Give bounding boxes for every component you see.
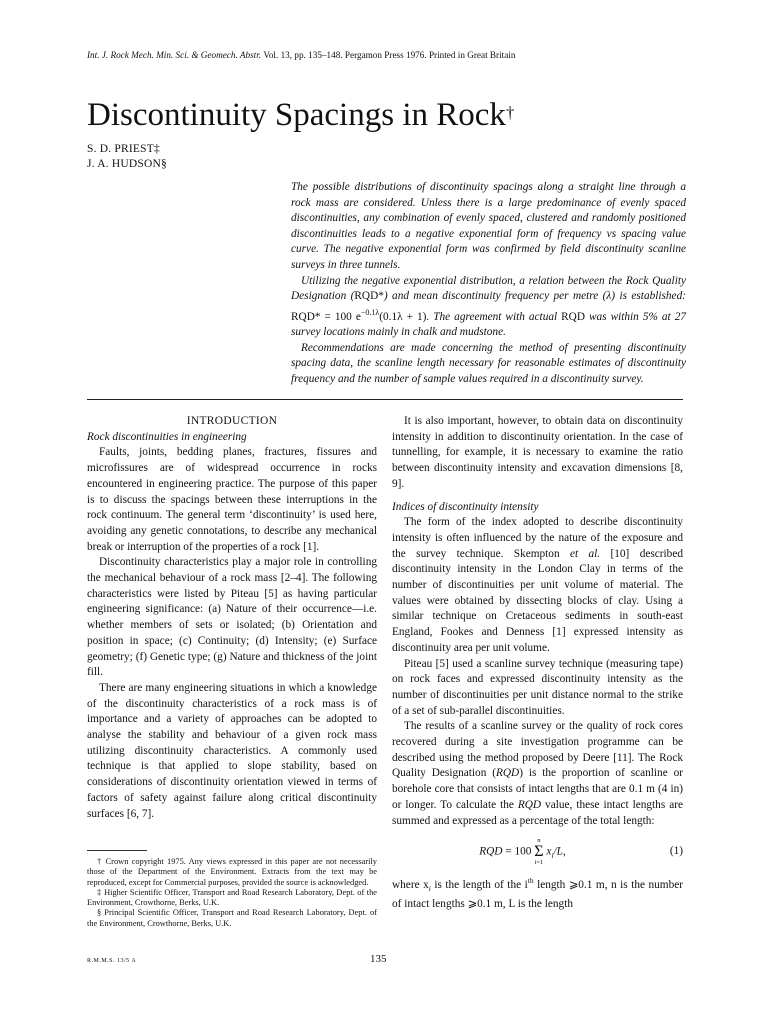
rqd-formula: RQD* = 100 $e^{-0.1\lambda}(0.1\lambda + 1)$. <box>291 307 430 323</box>
author-hudson: J. A. HUDSON§ <box>87 158 167 170</box>
section-divider <box>87 399 683 400</box>
journal-name: Int. J. Rock Mech. Min. Sci. & Geomech. Abstr. <box>87 50 262 60</box>
footnote-divider <box>87 850 147 851</box>
author-priest: S. D. PRIEST‡ <box>87 143 160 155</box>
abstract <box>291 180 686 387</box>
right-column <box>392 414 683 913</box>
journal-citation <box>87 50 515 60</box>
subheading-indices: Indices of discontinuity intensity <box>392 500 539 513</box>
title-footnote-mark: † <box>505 103 515 122</box>
rqd-equation: RQD = 100 n Σ i=1 $x_i/L$, <box>479 837 566 867</box>
paragraph-equation-definitions: where $x_i$ is the length of the $i^{th}$ length ⩾0.1 m, n is the number of intact lengths ⩾0.1 m, L is the length <box>392 876 683 910</box>
footnote-hudson: § Principal Scientific Officer, Transport and Road Research Laboratory, Dept. of the Environment, Crowthorne, Berks, U.K. <box>87 908 377 928</box>
paragraph-piteau-scanline: Piteau [5] used a scanline survey technique (measuring tape) on rock faces and expressed discontinuity intensity as the number of discontinuities per unit distance normal to the strike of a set of sub-parallel discontinuities. <box>392 657 683 717</box>
journal-details: Vol. 13, pp. 135–148. Pergamon Press 1976. Printed in Great Britain <box>263 50 516 60</box>
page-number: 135 <box>370 953 387 965</box>
left-column <box>87 414 377 822</box>
paragraph-index-form: The form of the index adopted to describe discontinuity intensity is often influenced by the nature of the exposure and the survey technique. Skempton et al. [10] described discontinuity intensity in the London Clay in terms of the number of discontinuities per unit volume of material. The values were obtained by dissecting blocks of clay. Using a similar technique on Cretaceous sediments in south-east England, Fookes and Denness [1] expressed intensity as discontinuity area per unit volume. <box>392 516 683 654</box>
paragraph-rqd: The results of a scanline survey or the quality of rock cores recovered during a site investigation programme can be described using the method proposed by Deere [11]. The Rock Quality Designation (RQD) is the proportion of scanline or borehole core that consists of intact lengths that are 0.1 m (4 in) or longer. To calculate the RQD value, these intact lengths are summed and expressed as a percentage of the total length: <box>392 720 683 827</box>
abstract-paragraph-1: The possible distributions of discontinuity spacings along a straight line through a rock mass are considered. Unless there is a large predominance of evenly spaced discontinuities, any combination of evenly spaced, clustered and randomly positioned discontinuities leads to a negative exponential form of frequency vs spacing value curve. The negative exponential form was confirmed by field discontinuity scanline surveys in three tunnels. <box>291 181 686 271</box>
page-code: R.M.M.S. 13/5 A <box>87 958 137 964</box>
footnote-copyright: † Crown copyright 1975. Any views expressed in this paper are not necessarily those of the Department of the Environment. Extracts from the text may be reproduced, except for Commercial purposes, provided the source is acknowledged. <box>87 857 377 887</box>
footnotes <box>87 857 377 929</box>
paragraph-engineering-situations: There are many engineering situations in which a knowledge of the discontinuity characteristics of a rock mass is of importance and a variety of approaches can be adopted to analyse the stability and behaviour of a given rock mass utilizing discontinuity characteristics. A commonly used technique is that applied to slope stability, based on considerations of discontinuity orientation viewed in terms of factors of safety against failure along critical discontinuity surfaces [6, 7]. <box>87 681 377 820</box>
section-heading-introduction: INTRODUCTION <box>186 415 278 427</box>
abstract-paragraph-2: Utilizing the negative exponential distribution, a relation between the Rock Quality Designation (RQD*) and mean discontinuity frequency per metre (λ) is established: RQD* = 100 $e^{-0.1\lambda}(0.1\lambda + 1)$. The agreement with actual RQD was within 5% at 27 survey locations mainly in chalk and mudstone. <box>291 274 686 339</box>
paper-title: Discontinuity Spacings in Rock† <box>87 97 515 133</box>
footnote-priest: ‡ Higher Scientific Officer, Transport and Road Research Laboratory, Dept. of the Environment, Crowthorne, Berks, U.K. <box>87 887 377 908</box>
paragraph-intensity-importance: It is also important, however, to obtain data on discontinuity intensity in addition to discontinuity orientation. In the case of tunnelling, for example, it is necessary to examine the ratio between discontinuity intensity and excavation dimensions [8, 9]. <box>392 415 683 490</box>
paragraph-characteristics: Discontinuity characteristics play a major role in controlling the mechanical behaviour of a rock mass [2–4]. The following characteristics were listed by Piteau [5] as having particular engineering significance: (a) Nature of their occurrence—i.e. whether members of sets or isolated; (b) Orientation and position in space; (c) Continuity; (d) Intensity; (e) Surface geometry; (f) Genetic type; (g) Nature and thickness of the joint fill. <box>87 556 377 679</box>
abstract-paragraph-3: Recommendations are made concerning the method of presenting discontinuity spacing data, the scanline length necessary for reasonable estimates of discontinuity frequency and the number of sample values required in a discontinuity survey. <box>291 341 686 385</box>
subheading-rock-discontinuities: Rock discontinuities in engineering <box>87 430 247 443</box>
paragraph-faults: Faults, joints, bedding planes, fractures, fissures and microfissures are of widespread occurrence in rocks encountered in engineering practice. The purpose of this paper is to discuss the spacings between these interruptions in the rock continuum. The general term ‘discontinuity’ is used here, avoiding any genetic connotations, to describe any mechanical break or interruption of the properties of a rock [1]. <box>87 446 377 553</box>
equation-1 <box>392 837 683 867</box>
equation-number: (1) <box>669 845 683 858</box>
